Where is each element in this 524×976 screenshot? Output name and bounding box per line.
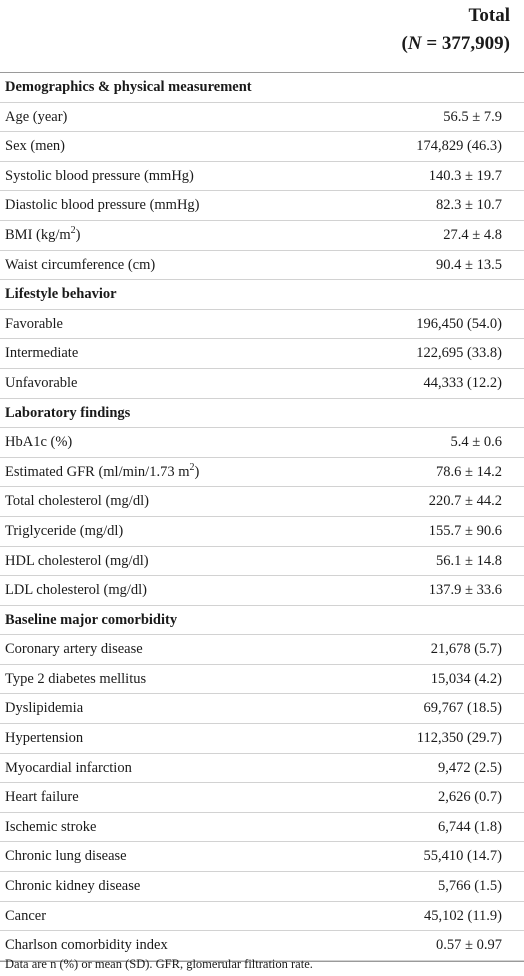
row-label (5, 635, 143, 664)
row-value: 69,767 (18.5) (423, 700, 502, 717)
table-row (0, 694, 524, 724)
row-label-text: Age (year) (5, 108, 68, 125)
table-row (0, 339, 524, 369)
row-label (5, 517, 123, 546)
row-label (5, 842, 127, 871)
table-row (0, 191, 524, 221)
row-value: 0.57 ± 0.97 (436, 937, 502, 954)
row-label-suffix: ) (75, 226, 81, 243)
row-label (5, 132, 65, 161)
section-header-row (0, 73, 524, 103)
row-value: 140.3 ± 19.7 (428, 167, 502, 184)
row-label-text: HDL cholesterol (mg/dl) (5, 552, 149, 569)
row-label-text: Hypertension (5, 730, 84, 747)
row-label (5, 162, 194, 191)
row-label-text: Cancer (5, 907, 47, 924)
table-row (0, 221, 524, 251)
row-label (5, 931, 168, 960)
row-value: 122,695 (33.8) (416, 345, 502, 362)
table-row (0, 813, 524, 843)
table-body (0, 73, 524, 962)
table-row (0, 251, 524, 281)
column-header-total (360, 2, 510, 58)
table-row (0, 754, 524, 784)
row-label-text: Systolic blood pressure (mmHg) (5, 167, 194, 184)
row-label-text: LDL cholesterol (mg/dl) (5, 582, 148, 599)
row-label-text: Favorable (5, 315, 63, 332)
row-value: 15,034 (4.2) (430, 670, 502, 687)
section-title: Baseline major comorbidity (5, 611, 178, 628)
table-row (0, 428, 524, 458)
row-label-text: Coronary artery disease (5, 641, 143, 658)
row-value: 27.4 ± 4.8 (443, 226, 502, 243)
column-title: Total (468, 5, 510, 26)
table-row (0, 635, 524, 665)
row-label (5, 872, 140, 901)
row-value: 56.5 ± 7.9 (443, 108, 502, 125)
row-label (5, 902, 46, 931)
row-value: 45,102 (11.9) (424, 907, 502, 924)
row-label (5, 191, 200, 220)
table-row (0, 103, 524, 133)
table-row (0, 872, 524, 902)
row-label (5, 103, 67, 132)
row-value: 9,472 (2.5) (437, 759, 502, 776)
row-label-text: HbA1c (%) (5, 434, 73, 451)
row-value: 220.7 ± 44.2 (428, 493, 502, 510)
row-label (5, 458, 199, 487)
row-value: 174,829 (46.3) (416, 138, 502, 155)
row-label-text: Myocardial infarction (5, 759, 132, 776)
row-label-text: Intermediate (5, 345, 79, 362)
column-n-symbol: N (407, 33, 422, 54)
row-value: 78.6 ± 14.2 (436, 463, 502, 480)
column-n-line (360, 30, 510, 58)
row-value: 5.4 ± 0.6 (450, 434, 502, 451)
row-label (5, 221, 81, 250)
row-label (5, 576, 147, 605)
section-title: Demographics & physical measurement (5, 79, 252, 95)
row-label-text: Type 2 diabetes mellitus (5, 670, 147, 687)
table-row (0, 310, 524, 340)
row-value: 55,410 (14.7) (423, 848, 502, 865)
row-value: 21,678 (5.7) (430, 641, 502, 658)
row-label-text: Unfavorable (5, 374, 78, 391)
table-row (0, 724, 524, 754)
table-row (0, 547, 524, 577)
row-label (5, 251, 155, 280)
row-value: 5,766 (1.5) (437, 878, 502, 895)
table-row (0, 783, 524, 813)
row-label-text: Heart failure (5, 789, 79, 806)
row-label-text: Estimated GFR (ml/min/1.73 m (5, 463, 190, 480)
row-label (5, 428, 72, 457)
row-label (5, 339, 78, 368)
table-row (0, 902, 524, 932)
table-row (0, 369, 524, 399)
row-label-text: Ischemic stroke (5, 818, 97, 835)
row-label-text: Diastolic blood pressure (mmHg) (5, 197, 200, 214)
table-row (0, 665, 524, 695)
row-label-text: Chronic kidney disease (5, 878, 141, 895)
row-value: 155.7 ± 90.6 (428, 522, 502, 539)
row-value: 137.9 ± 33.6 (428, 582, 502, 599)
table-row (0, 162, 524, 192)
row-label (5, 665, 146, 694)
row-label (5, 694, 83, 723)
row-label (5, 369, 77, 398)
row-label-text: Waist circumference (cm) (5, 256, 156, 273)
table-row (0, 487, 524, 517)
row-label (5, 310, 63, 339)
row-label-text: Chronic lung disease (5, 848, 127, 865)
row-label (5, 724, 83, 753)
row-label-superscript: 2 (70, 225, 76, 237)
section-header-row (0, 280, 524, 310)
row-label-text: Total cholesterol (mg/dl) (5, 493, 149, 510)
table-row (0, 576, 524, 606)
row-value: 6,744 (1.8) (437, 818, 502, 835)
section-title: Lifestyle behavior (5, 286, 117, 303)
row-value: 2,626 (0.7) (437, 789, 502, 806)
row-value: 112,350 (29.7) (416, 730, 502, 747)
row-value: 56.1 ± 14.8 (436, 552, 502, 569)
row-label-text: Charlson comorbidity index (5, 937, 168, 954)
table-header (0, 0, 524, 73)
row-label (5, 487, 149, 516)
row-label (5, 813, 96, 842)
column-n-value: = 377,909) (421, 33, 510, 54)
table-row (0, 458, 524, 488)
section-header-row (0, 606, 524, 636)
table-row (0, 842, 524, 872)
column-n-prefix: ( (401, 33, 408, 54)
row-label (5, 547, 149, 576)
row-label-suffix: ) (194, 463, 200, 480)
row-label-text: Dyslipidemia (5, 700, 84, 717)
row-label-text: Triglyceride (mg/dl) (5, 522, 124, 539)
table-footnote: Data are n (%) or mean (SD). GFR, glomerular filtration rate. (5, 957, 313, 971)
table-row (0, 517, 524, 547)
row-label-text: BMI (kg/m (5, 226, 71, 243)
row-value: 90.4 ± 13.5 (436, 256, 502, 273)
row-value: 44,333 (12.2) (423, 374, 502, 391)
row-label (5, 783, 79, 812)
row-value: 196,450 (54.0) (416, 315, 502, 332)
row-value: 82.3 ± 10.7 (436, 197, 502, 214)
row-label (5, 754, 132, 783)
section-title: Laboratory findings (5, 404, 131, 421)
row-label-superscript: 2 (189, 461, 195, 473)
section-header-row (0, 399, 524, 429)
table-row (0, 132, 524, 162)
row-label-text: Sex (men) (5, 138, 65, 155)
